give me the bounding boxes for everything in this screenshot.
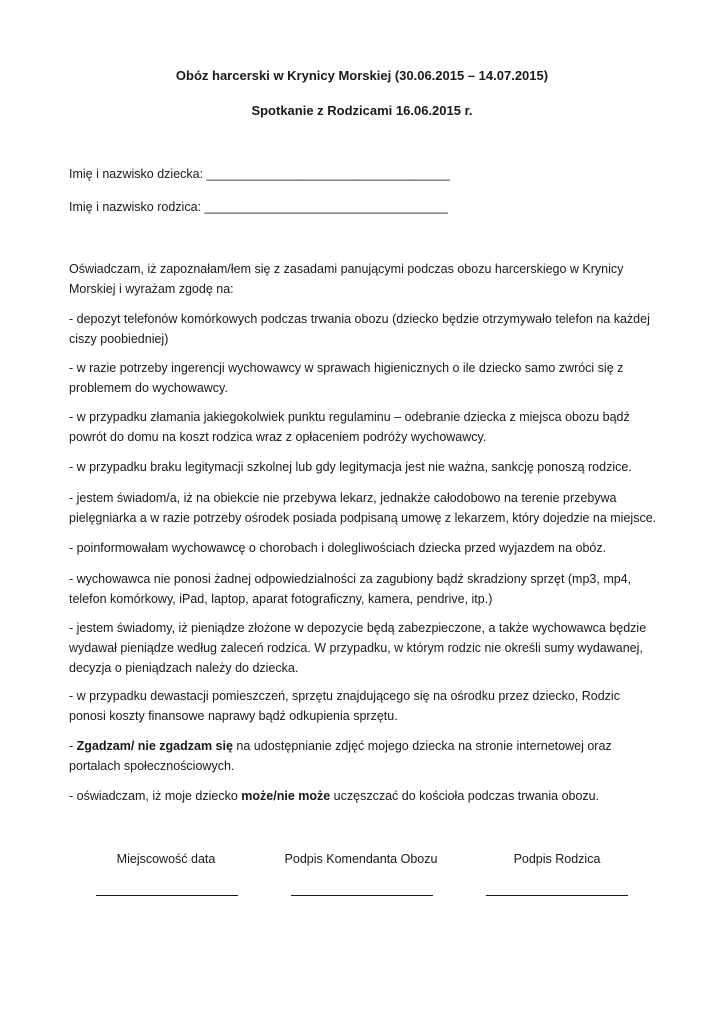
parent-name-field: Imię i nazwisko rodzica: ___________________________________: [69, 200, 448, 214]
church-prefix: - oświadczam, iż moje dziecko: [69, 789, 242, 803]
document-subtitle: Spotkanie z Rodzicami 16.06.2015 r.: [251, 103, 473, 118]
signature-line-parent: [486, 895, 628, 896]
signature-line-place-date: [96, 895, 238, 896]
consent-item-money-deposit: - jestem świadomy, iż pieniądze złożone w depozycie będą zabezpieczone, a także wychowawca będzie wydawał pieniądze według zaleceń rodzica. W przypadku, w którym rodzic nie określi sumy wydawanej, decyzja o pieniądzach należy do dziecka.: [69, 621, 647, 675]
church-choice: może/nie może: [241, 789, 331, 803]
consent-item-hygiene: - w razie potrzeby ingerencji wychowawcy w sprawach higienicznych o ile dziecko samo zwróci się z problemem do wychowawcy.: [69, 361, 624, 395]
signature-label-parent: Podpis Rodzica: [513, 852, 601, 866]
consent-item-lost-items: - wychowawca nie ponosi żadnej odpowiedzialności za zagubiony bądź skradziony sprzęt (mp3, mp4, telefon komórkowy, iPad, laptop, aparat fotograficzny, kamera, pendrive, itp.): [69, 572, 632, 606]
consent-item-church: [69, 786, 659, 806]
consent-item-phone-deposit: - depozyt telefonów komórkowych podczas trwania obozu (dziecko będzie otrzymywało telefon na każdej ciszy poobiedniej): [69, 312, 650, 346]
consent-item-health-info: - poinformowałam wychowawcę o chorobach i dolegliwościach dziecka przed wyjazdem na obóz.: [69, 541, 607, 555]
signature-line-commander: [291, 895, 433, 896]
document-title: Obóz harcerski w Krynicy Morskiej (30.06.2015 – 14.07.2015): [175, 68, 549, 83]
photos-rest: na udostępnianie zdjęć mojego dziecka na stronie internetowej oraz portalach społecznościowych.: [69, 739, 612, 773]
signature-label-commander: Podpis Komendanta Obozu: [284, 852, 438, 866]
consent-item-school-id: - w przypadku braku legitymacji szkolnej lub gdy legitymacja jest nie ważna, sankcję ponoszą rodzice.: [69, 460, 632, 474]
consent-item-rules-violation: - w przypadku złamania jakiegokolwiek punktu regulaminu – odebranie dziecka z miejsca obozu bądź powrót do domu na koszt rodzica wraz z opłaceniem podróży wychowawcy.: [69, 410, 630, 444]
signature-label-place-date: Miejscowość data: [116, 852, 216, 866]
church-rest: uczęszczać do kościoła podczas trwania obozu.: [330, 789, 600, 803]
photos-choice: Zgadzam/ nie zgadzam się: [76, 739, 233, 753]
consent-item-photos: [69, 736, 659, 776]
consent-item-damage: - w przypadku dewastacji pomieszczeń, sprzętu znajdującego się na ośrodku przez dziecko, Rodzic ponosi koszty finansowe naprawy bądź odkupienia sprzętu.: [69, 689, 620, 723]
photos-prefix: -: [69, 739, 77, 753]
intro-paragraph: Oświadczam, iż zapoznałam/łem się z zasadami panującymi podczas obozu harcerskiego w Krynicy Morskiej i wyrażam zgodę na:: [69, 262, 624, 296]
child-name-field: Imię i nazwisko dziecka: ___________________________________: [69, 167, 450, 181]
consent-item-medical: - jestem świadom/a, iż na obiekcie nie przebywa lekarz, jednakże całodobowo na terenie przebywa pielęgniarka a w razie potrzeby ośrodek posiada podpisaną umowę z lekarzem, który dojedzie na miejsce.: [69, 491, 657, 525]
